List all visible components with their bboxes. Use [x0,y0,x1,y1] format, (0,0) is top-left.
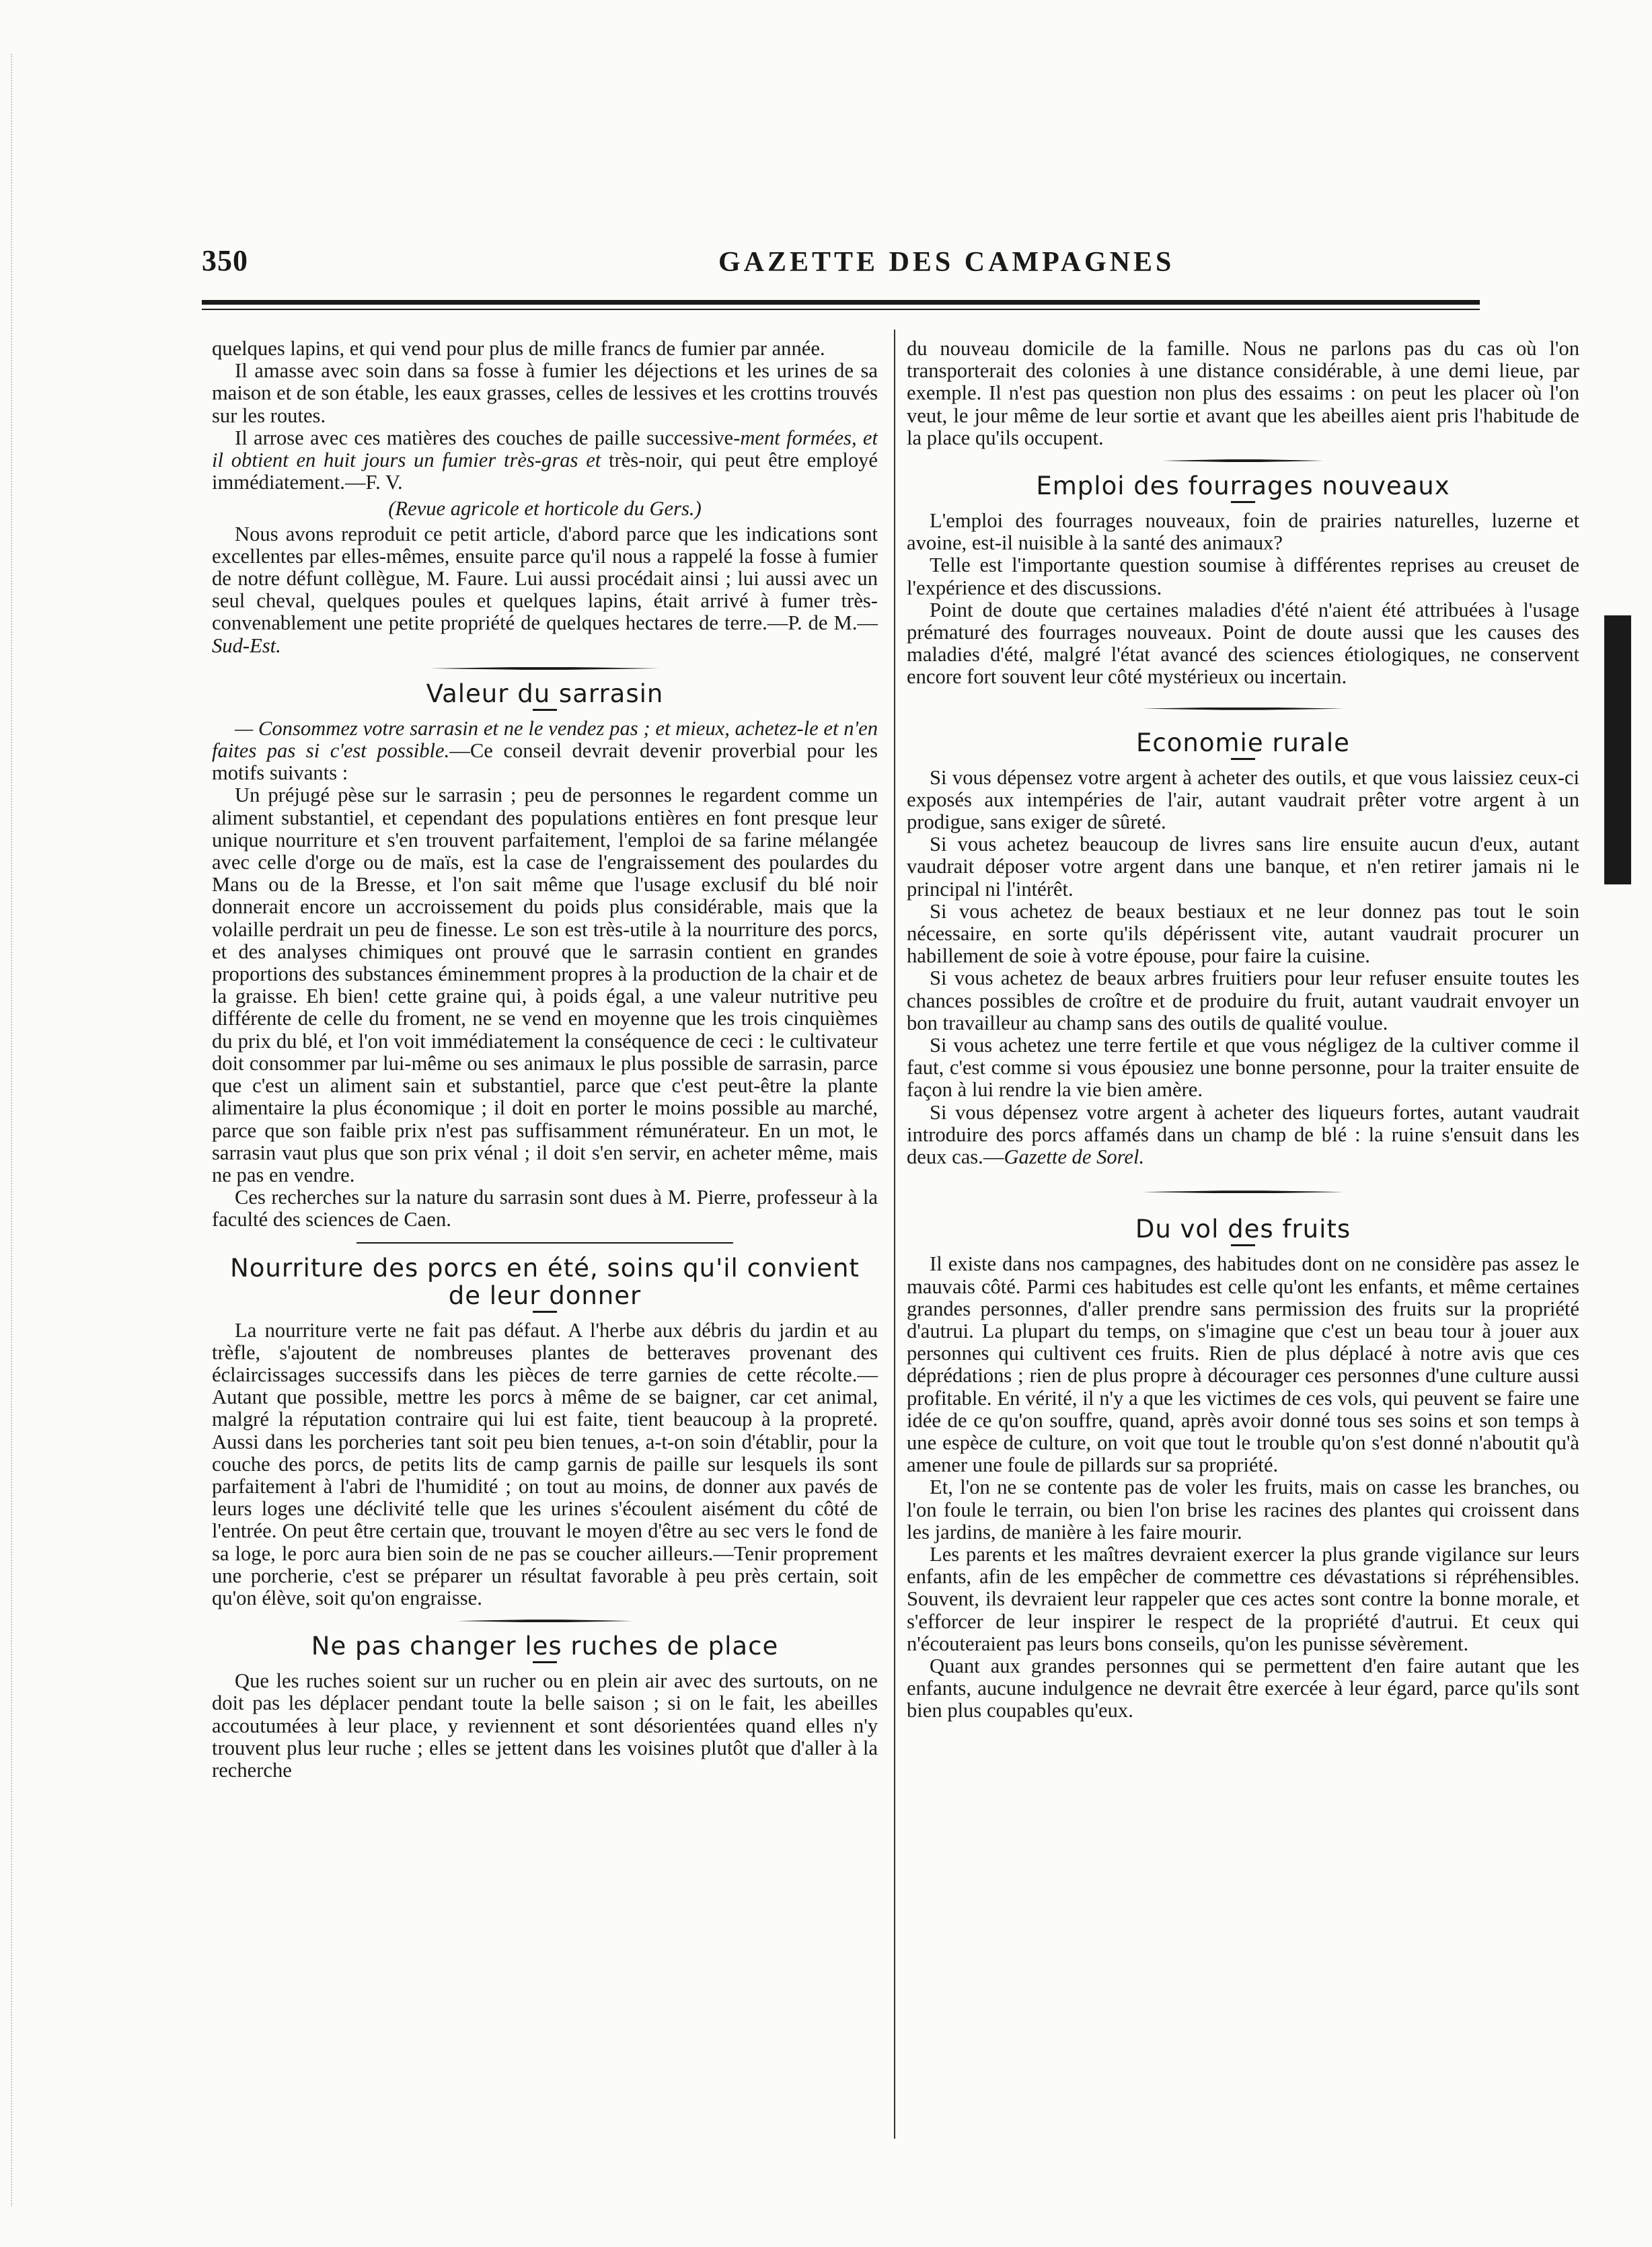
article-paragraph: du nouveau domicile de la famille. Nous ne parlons pas du cas où l'on transporterait des colonies à une distance considérable, à une demi lieue, par exemple. Il n'est pas question non plus des essaims : on peut les placer où l'on veut, le jour même de leur sortie et avant que les abeilles aient pris l'habitude de la place qu'ils occupent. [907,337,1579,449]
article-paragraph: Il amasse avec soin dans sa fosse à fumier les déjections et les urines de sa maison et de son étable, les eaux grasses, celles de lessives et les crottins trouvés sur les routes. [212,359,878,427]
article-paragraph: Si vous dépensez votre argent à acheter des liqueurs fortes, autant vaudrait introduire des porcs affamés dans un champ de blé : la ruine s'ensuit dans les deux cas.—Gazette de Sorel. [907,1100,1579,1169]
article-paragraph: Un préjugé pèse sur le sarrasin ; peu de personnes le regardent comme un aliment substantiel, et cependant des populations entières en font presque leur unique nourriture et s'en trouvent parfaitement, l'emploi de sa farine mélangée avec celle d'orge ou de maïs, est la case de l'engraissement des poulardes du Mans ou de la Bresse, et l'on sait même que l'usage exclusif du blé noir donnerait encore un accroissement du poids plus considérable, mais que la volaille perdrait un peu de finesse. Le son est très-utile à la nourriture des porcs, et des analyses chimiques ont prouvé que le sarrasin contient en grandes proportions des substances éminemment propres à la production de la chair et de la graisse. Eh bien! cette graine qui, à poids égal, a une valeur nutritive peu différente de celle du froment, ne se vend en moyenne que les trois cinquièmes du prix du blé, et l'on voit immédiatement la conséquence de ceci : le cultivateur doit consommer par lui-même ou ses animaux le plus possible de sarrasin, parce que c'est un aliment sain et substantiel, parce que c'est peut-être la plante alimentaire la plus économique ; il doit en porter le moins possible au marché, parce que son faible prix n'est pas suffisamment rémunérateur. En un mot, le sarrasin vaut plus que son prix vénal ; il doit s'en servir, en acheter même, mais ne pas en vendre. [212,784,878,1186]
page-header [202,243,1480,284]
column-divider [894,330,895,2139]
section-ornament [212,1609,878,1632]
heading-dash [1231,758,1255,760]
article-paragraph: Si vous achetez beaucoup de livres sans lire ensuite aucun d'eux, autant vaudrait déposer votre argent dans une banque, et n'en retirer jamais ni le principal ni l'intérêt. [907,833,1579,901]
article-paragraph: Ces recherches sur la nature du sarrasin sont dues à M. Pierre, professeur à la faculté des sciences de Caen. [212,1186,878,1231]
section-ornament [907,1168,1579,1215]
article-paragraph: Il existe dans nos campagnes, des habitudes dont on ne considère pas assez le mauvais côté. Parmi ces habitudes est celle qu'ont les enfants, et même certaines grandes personnes, d'aller prendre sans permission des fruits sur la propriété d'autrui. La plupart du temps, on s'imagine que c'est un beau tour à jouer aux personnes qui cultivent ces fruits. Rien de plus déplacé à notre avis que ces déprédations ; rien de plus propre à décourager ces personnes d'une culture aussi profitable. En vérité, il n'y a que les victimes de ces vols, qui peuvent se faire une idée de ce qu'on souffre, quand, après avoir donné tous ses soins et son temps à une espèce de culture, on voit que tout le trouble qu'on s'est donné n'aboutit qu'à amener une foule de pillards sur sa propriété. [907,1252,1579,1477]
page-number: 350 [202,244,248,277]
article-source: (Revue agricole et horticole du Gers.) [388,497,702,521]
article-paragraph: L'emploi des fourrages nouveaux, foin de prairies naturelles, luzerne et avoine, est-il nuisible à la santé des animaux? [907,509,1579,555]
publication-title: GAZETTE DES CAMPAGNES [718,247,1175,278]
article-paragraph: quelques lapins, et qui vend pour plus de mille francs de fumier par année. [212,337,825,360]
article-paragraph: Point de doute que certaines maladies d'été n'aient été attribuées à l'usage prématuré des fourrages nouveaux. Point de doute aussi que les causes des maladies d'été, malgré l'état avancé des sciences étiologiques, ne conservent encore fort souvent leur côté mystérieux ou incertain. [907,598,1579,689]
header-rule-thin [202,309,1480,310]
article-paragraph: La nourriture verte ne fait pas défaut. A l'herbe aux débris du jardin et au trèfle, s'ajoutent de nombreuses plantes de betteraves provenant des éclaircissages successifs dans les pièces de terre garnies de cette récolte.—Autant que possible, mettre les porcs à même de se baigner, car cet animal, malgré la réputation contraire qui lui est faite, tient beaucoup à la propreté. Aussi dans les porcheries tant soit peu bien tenues, a-t-on soin d'établir, pour la couche des porcs, de petits lits de camp garnis de paille sur lesquels ils sont parfaitement à l'abri de l'humidité ; on tout au moins, de donner aux pavés de leurs loges une déclivité telle que les urines s'écoulent aisément du côté de l'entrée. On peut être certain que, trouvant le moyen d'être au sec vers le fond de sa loge, le porc aura bien soin de ne pas se coucher ailleurs.—Tenir proprement une porcherie, c'est se préparer un résultat favorable à peu près certain, soit qu'on élève, soit qu'on engraisse. [212,1318,878,1609]
heading-dash [533,1311,557,1313]
heading-dash [533,1661,557,1663]
right-column [907,338,1579,1722]
section-ornament [212,657,878,680]
heading-dash [533,709,557,711]
article-paragraph: Quant aux grandes personnes qui se permettent d'en faire autant que les enfants, aucune indulgence ne devrait être exercée à leur égard, parce qu'ils sont bien plus coupables qu'eux. [907,1654,1579,1722]
section-ornament [907,449,1579,472]
article-paragraph: Si vous dépensez votre argent à acheter des outils, et que vous laissiez ceux-ci exposés aux intempéries de l'air, autant vaudrait prêter votre argent à un prodigue, sans exiger de sûreté. [907,765,1579,834]
section-ornament [212,1231,878,1254]
article-paragraph: Telle est l'importante question soumise à différentes reprises au creuset de l'expérience et des discussions. [907,554,1579,599]
article-paragraph: Et, l'on ne se contente pas de voler les fruits, mais on casse les branches, ou l'on foule le terrain, ou bien l'on brise les racines des plantes qui croissent dans les jardins, de manière à les faire mourir. [907,1476,1579,1544]
binding-edge [11,54,20,2206]
section-heading-ruches: Ne pas changer les ruches de place [311,1632,779,1661]
margin-bar [1604,615,1631,884]
heading-dash [1231,1244,1255,1246]
article-paragraph: Si vous achetez de beaux bestiaux et ne leur donnez pas tout le soin nécessaire, en sorte qu'ils dépérissent vite, autant vaudrait procurer un habillement de soie à votre épouse, pour faire la cuisine. [907,899,1579,968]
left-column [212,338,878,1782]
section-ornament [907,689,1579,729]
article-paragraph: Que les ruches soient sur un rucher ou en plein air avec des surtouts, on ne doit pas les déplacer pendant toute la belle saison ; si on le fait, les abeilles accoutumées à leur place, y reviennent et sont désorientées quand elles n'y trouvent plus leur ruche ; elles se jettent dans les voisines plutôt que d'aller à la recherche [212,1669,878,1782]
article-paragraph: Si vous achetez de beaux arbres fruitiers pour leur refuser ensuite toutes les chances possibles de croître et de produire du fruit, autant vaudrait envoyer un bon travailleur au champ sans des outils de qualité voulue. [907,966,1579,1034]
section-heading-sarrasin: Valeur du sarrasin [426,679,664,708]
article-paragraph: — Consommez votre sarrasin et ne le vendez pas ; et mieux, achetez-le et n'en faites pas si c'est possible.—Ce conseil devrait devenir proverbial pour les motifs suivants : [212,716,878,785]
section-heading-vol: Du vol des fruits [1135,1215,1351,1244]
section-heading-fourrages: Emploi des fourrages nouveaux [1036,471,1450,501]
article-paragraph: Les parents et les maîtres devraient exercer la plus grande vigilance sur leurs enfants, afin de les empêcher de commettre ces dévastations si répréhensibles. Souvent, ils devraient leur rappeler que ces actes sont contre la bonne morale, et s'efforcer de leur inspirer le respect de la propriété d'autrui. Et ceux qui n'écouteraient pas leurs bons conseils, qu'on les punisse sévèrement. [907,1542,1579,1655]
article-paragraph: Il arrose avec ces matières des couches de paille successive-ment formées, et il obtient en huit jours un fumier très-gras et très-noir, qui peut être employé immédiatement.—F. V. [212,426,878,494]
section-heading-porcs: Nourriture des porcs en été, soins qu'il convient de leur donner [230,1253,860,1310]
article-paragraph: Nous avons reproduit ce petit article, d'abord parce que les indications sont excellentes par elles-mêmes, ensuite parce qu'il nous a rappelé la fosse à fumier de notre défunt collègue, M. Faure. Lui aussi procédait ainsi ; lui aussi avec un seul cheval, quelques poules et quelques lapins, était arrivé à fumer très-convenablement une petite propriété de quelques hectares de terre.—P. de M.—Sud-Est. [212,522,878,657]
article-paragraph: Si vous achetez une terre fertile et que vous négligez de la cultiver comme il faut, c'est comme si vous épousiez une bonne personne, pour la traiter ensuite de façon à lui rendre la vie bien amère. [907,1034,1579,1102]
header-rule-thick [202,300,1480,305]
heading-dash [1231,501,1255,503]
section-heading-economie: Economie rurale [1136,728,1350,757]
